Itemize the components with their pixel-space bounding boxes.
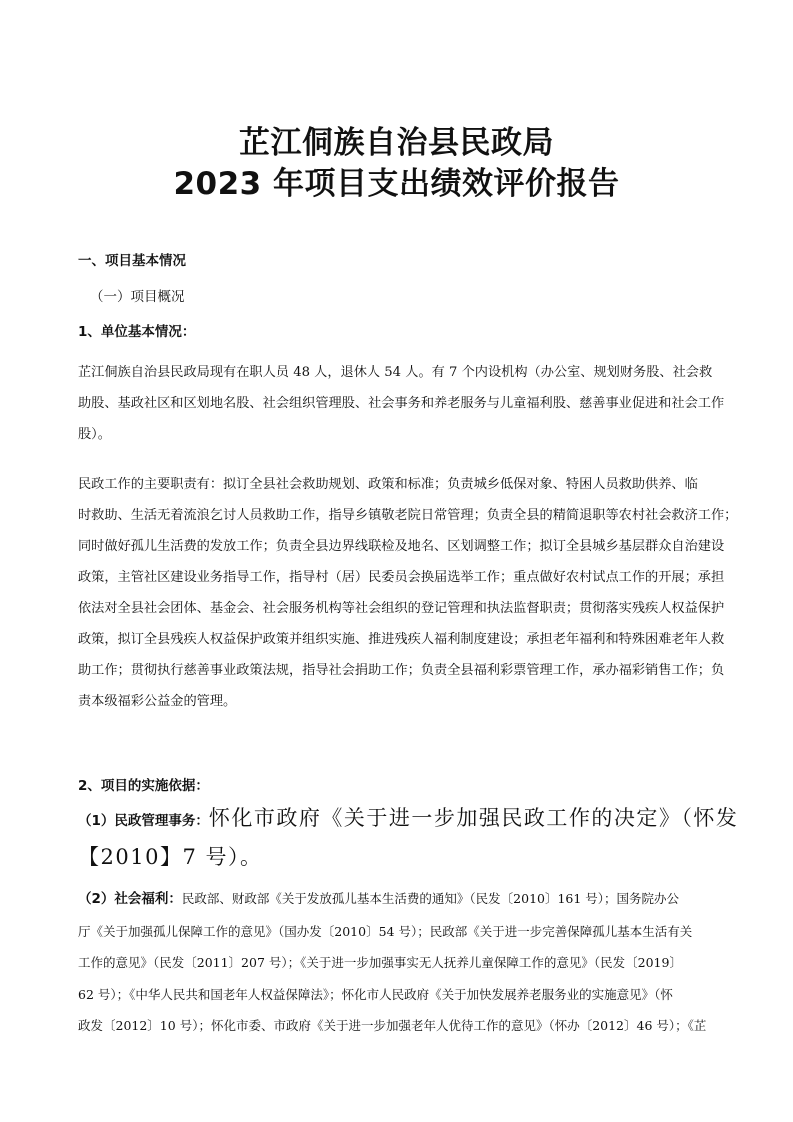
paragraph-line: 责本级福彩公益金的管理。	[78, 694, 237, 709]
item-heading-1: 1、单位基本情况：	[78, 324, 196, 340]
basis-label: （1）民政管理事务：	[78, 813, 209, 829]
paragraph-unit-info	[78, 357, 738, 450]
basis-text-line: 厅《关于加强孤儿保障工作的意见》（国办发〔2010〕54 号）；民政部《关于进一步完善保障孤儿基本生活有关	[78, 923, 693, 939]
item-heading-2: 2、项目的实施依据：	[78, 778, 209, 794]
section-heading: 一、项目基本情况	[78, 253, 186, 269]
paragraph-line: 股）。	[78, 427, 111, 442]
basis-label: （2）社会福利：	[78, 891, 182, 907]
basis-text-line: 政发〔2012〕10 号）；怀化市委、市政府《关于进一步加强老年人优待工作的意见》（怀办〔2012〕46 号）；《芷	[78, 1018, 707, 1033]
paragraph-line: 民政工作的主要职责有：拟订全县社会救助规划、政策和标准；负责城乡低保对象、特困人员救助供养、临	[78, 477, 698, 492]
basis-text-line-2: 【2010】7 号）。	[78, 845, 263, 869]
basis-social-welfare	[78, 883, 738, 1042]
basis-text: 怀化市政府《关于进一步加强民政工作的决定》（怀发	[208, 806, 739, 830]
basis-text: 民政部、财政部《关于发放孤儿基本生活费的通知》（民发〔2010〕161 号）；国务院办公	[181, 891, 680, 906]
report-title-line-2: 2023 年项目支出绩效评价报告	[173, 166, 620, 202]
subsection-heading: （一）项目概况	[90, 289, 185, 305]
paragraph-line: 政策，主管社区建设业务指导工作，指导村（居）民委员会换届选举工作；重点做好农村试点工作的开展；承担	[78, 570, 725, 585]
basis-text-line: 62 号）；《中华人民共和国老年人权益保障法》；怀化市人民政府《关于加快发展养老服务业的实施意见》（怀	[78, 986, 673, 1002]
basis-text-line: 工作的意见》（民发〔2011〕207 号）；《关于进一步加强事实无人抚养儿童保障工作的意见》（民发〔2019〕	[78, 955, 682, 970]
paragraph-line: 依法对全县社会团体、基金会、社会服务机构等社会组织的登记管理和执法监督职责；贯彻落实残疾人权益保护	[78, 601, 725, 616]
paragraph-line: 时救助、生活无着流浪乞讨人员救助工作，指导乡镇敬老院日常管理；负责全县的精简退职等农村社会救济工作；	[78, 508, 738, 523]
paragraph-duties	[78, 469, 738, 717]
paragraph-line: 同时做好孤儿生活费的发放工作；负责全县边界线联检及地名、区划调整工作；拟订全县城乡基层群众自治建设	[78, 539, 725, 554]
basis-civil-affairs	[78, 800, 740, 875]
report-title-line-1: 芷江侗族自治县民政局	[239, 125, 554, 161]
paragraph-line: 芷江侗族自治县民政局现有在职人员 48 人，退休人 54 人。有 7 个内设机构（办公室、规划财务股、社会救	[78, 365, 713, 380]
paragraph-line: 助工作；贯彻执行慈善事业政策法规，指导社会捐助工作；负责全县福利彩票管理工作，承办福彩销售工作；负	[78, 663, 725, 678]
paragraph-line: 政策，拟订全县残疾人权益保护政策并组织实施、推进残疾人福利制度建设；承担老年福利和特殊困难老年人救	[78, 632, 725, 647]
paragraph-line: 助股、基政社区和区划地名股、社会组织管理股、社会事务和养老服务与儿童福利股、慈善事业促进和社会工作	[78, 396, 725, 411]
